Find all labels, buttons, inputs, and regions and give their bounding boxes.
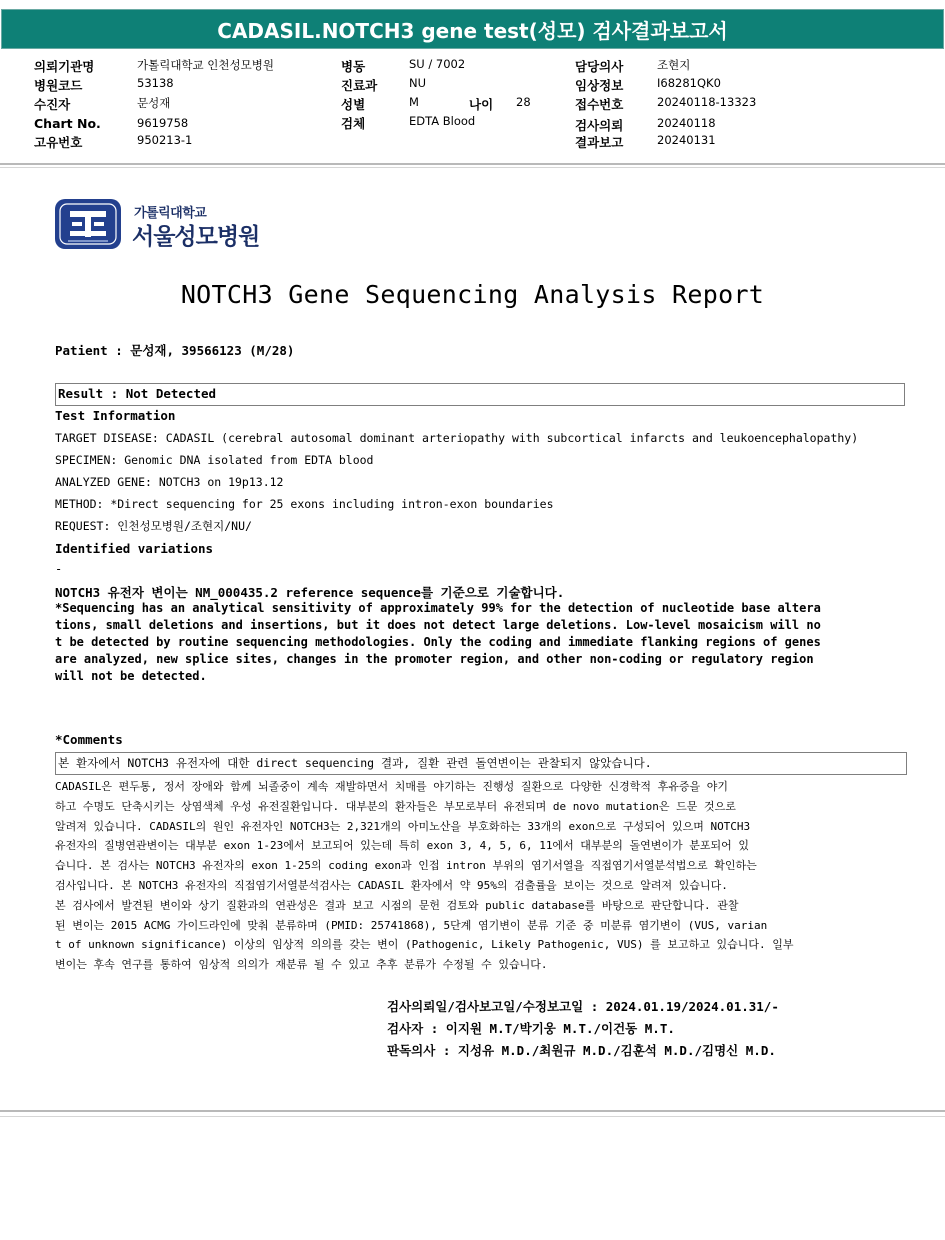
analyzed-gene-line: ANALYZED GENE: NOTCH3 on 19p13.12 [55,475,284,489]
label-unique-id: 고유번호 [34,135,83,150]
report-title-bar [1,9,944,49]
value-specimen: EDTA Blood [409,114,476,128]
sensitivity-note [55,600,907,685]
comment-line: 알려져 있습니다. CADASIL의 원인 유전자인 NOTCH3는 2,321개의 아미노산을 부호화하는 33개의 exon으로 구성되어 있으며 NOTCH3 [55,819,751,833]
value-institution: 가톨릭대학교 인천성모병원 [137,58,274,72]
value-accession-no: 20240118-13323 [657,95,757,109]
value-request-date: 20240118 [657,116,716,130]
label-specimen: 검체 [341,116,366,131]
comments-heading: *Comments [55,732,123,747]
comment-summary: 본 환자에서 NOTCH3 유전자에 대한 direct sequencing 결과, 질환 관련 돌연변이는 관찰되지 않았습니다. [58,756,652,770]
patient-line: Patient : 문성재, 39566123 (M/28) [55,343,295,358]
value-physician: 조현지 [657,58,691,72]
label-sex: 성별 [341,97,366,112]
header-divider-secondary [0,167,945,168]
comment-line: 변이는 후속 연구를 통하여 임상적 의의가 재분류 될 수 있고 추후 분류가 수정될 수 있습니다. [55,958,548,972]
sensitivity-line: tions, small deletions and insertions, but it does not detect large deletions. Low-level mosaicism will no [55,618,821,632]
comment-line: 유전자의 질병연관변이는 대부분 exon 1-23에서 보고되어 있는데 특히 exon 3, 4, 5, 6, 11에서 대부분의 돌연변이가 분포되어 있 [55,839,749,853]
logo-university-name: 가톨릭대학교 [134,206,207,221]
value-ward: SU / 7002 [409,57,466,71]
comment-line: CADASIL은 편두통, 정서 장애와 함께 뇌졸중이 계속 재발하면서 치매를 야기하는 진행성 질환으로 다양한 신경학적 후유증을 야기 [55,780,728,793]
sensitivity-line: are analyzed, new splice sites, changes in the promoter region, and other non-coding or regulatory region [55,652,814,666]
result-text: Result : Not Detected [58,386,217,401]
label-department: 진료과 [341,78,378,93]
patient-info-grid [0,54,945,154]
target-disease: TARGET DISEASE: CADASIL (cerebral autosomal dominant arteriopathy with subcortical infarcts and leukoencephalopathy) [55,431,859,445]
value-patient-name: 문성재 [137,96,171,110]
logo-hospital-name: 서울성모병원 [132,224,260,250]
report-dates: 검사의뢰일/검사보고일/수정보고일 : 2024.01.19/2024.01.31/- [387,999,779,1014]
value-hospital-code: 53138 [137,76,174,90]
label-clinical-info: 임상정보 [575,78,624,93]
sensitivity-line: will not be detected. [55,669,207,683]
comment-line: 하고 수명도 단축시키는 상염색체 우성 유전질환입니다. 대부분의 환자들은 부모로부터 유전되며 de novo mutation은 드문 것으로 [55,799,736,813]
label-physician: 담당의사 [575,59,624,74]
variations-value: - [55,562,63,576]
method-line: METHOD: *Direct sequencing for 25 exons including intron-exon boundaries [55,497,554,511]
footer-divider-secondary [0,1116,945,1117]
test-info-heading: Test Information [55,408,176,423]
label-accession-no: 접수번호 [575,97,624,112]
variations-heading: Identified variations [55,541,214,556]
value-department: NU [409,76,427,90]
comment-line: 검사입니다. 본 NOTCH3 유전자의 직접염기서열분석검사는 CADASIL 환자에서 약 95%의 검출률을 보이는 것으로 알려져 있습니다. [55,878,728,892]
request-line: REQUEST: 인천성모병원/조현지/NU/ [55,519,252,533]
value-clinical-info: I68281QK0 [657,76,721,90]
hospital-logo [54,196,274,252]
comment-line: 습니다. 본 검사는 NOTCH3 유전자의 exon 1-25의 coding exon과 인접 intron 부위의 염기서열을 직접염기서열분석법으로 확인하는 [55,859,757,873]
label-institution: 의뢰기관명 [34,59,95,74]
report-header-title: CADASIL.NOTCH3 gene test(성모) 검사결과보고서 [217,18,728,43]
comment-body [55,777,907,975]
label-hospital-code: 병원코드 [34,78,83,93]
value-unique-id: 950213-1 [137,133,193,147]
report-title: NOTCH3 Gene Sequencing Analysis Report [180,280,765,309]
label-chart-no: Chart No. [34,116,101,131]
technicians: 검사자 : 이지원 M.T/박기웅 M.T./이건동 M.T. [387,1021,675,1036]
value-sex: M [409,95,419,109]
header-divider [0,163,945,165]
reference-note: NOTCH3 유전자 변이는 NM_000435.2 reference sequence를 기준으로 기술합니다. [55,585,565,600]
label-patient-name: 수진자 [34,97,71,112]
sensitivity-line: *Sequencing has an analytical sensitivity of approximately 99% for the detection of nucleotide base altera [55,601,821,615]
reading-physicians: 판독의사 : 지성유 M.D./최원규 M.D./김훈석 M.D./김명신 M.D. [387,1043,776,1058]
label-ward: 병동 [341,59,366,74]
value-report-date: 20240131 [657,133,716,147]
value-chart-no: 9619758 [137,116,189,130]
label-report-date: 결과보고 [575,135,624,150]
comment-line: 된 변이는 2015 ACMG 가이드라인에 맞춰 분류하며 (PMID: 25741868), 5단계 염기변이 분류 기준 중 미분류 염기변이 (VUS, varian [55,918,768,932]
comment-line: 본 검사에서 발견된 변이와 상기 질환과의 연관성은 결과 보고 시점의 문헌 검토와 public database를 바탕으로 판단합니다. 관찰 [55,898,739,912]
value-age: 28 [516,95,531,109]
footer-divider [0,1110,945,1112]
label-age: 나이 [469,97,494,112]
hospital-emblem-icon [54,198,122,250]
sensitivity-line: t be detected by routine sequencing methodologies. Only the coding and immediate flanking regions of genes [55,635,821,649]
label-request-date: 검사의뢰 [575,118,624,133]
specimen-line: SPECIMEN: Genomic DNA isolated from EDTA blood [55,453,374,467]
comment-line: t of unknown significance) 이상의 임상적 의의를 갖는 변이 (Pathogenic, Likely Pathogenic, VUS) 를 보고하고 있습니다. 일부 [55,938,794,952]
